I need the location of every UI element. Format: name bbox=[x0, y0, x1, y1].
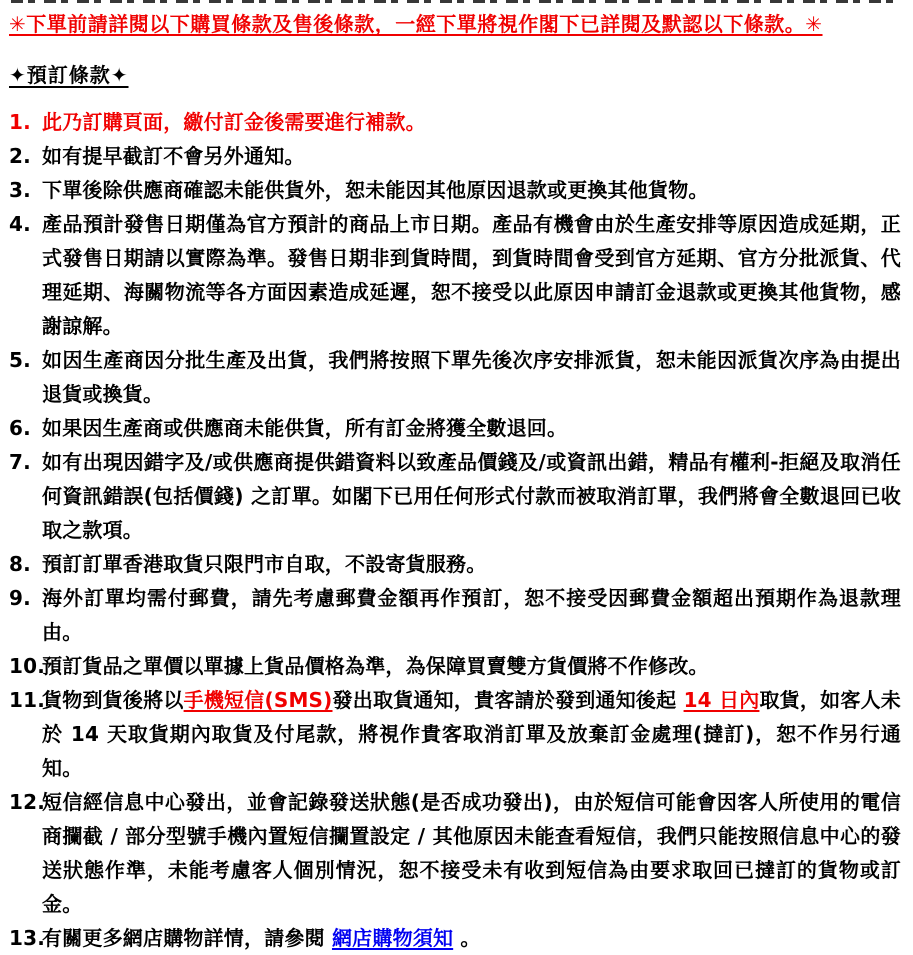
term-text: 預訂訂單香港取貨只限門市自取，不設寄貨服務。 bbox=[42, 552, 487, 576]
term-item-2 bbox=[9, 139, 901, 173]
purchase-notice-header bbox=[9, 3, 901, 39]
term-text: 如因生產商因分批生產及出貨，我們將按照下單先後次序安排派貨，恕未能因派貨次序為由提出退貨或換貨。 bbox=[42, 348, 901, 406]
section-title-row bbox=[9, 60, 901, 90]
section-title: ✦預訂條款✦ bbox=[9, 63, 129, 87]
term-text: 發出取貨通知，貴客請於發到通知後起 bbox=[332, 688, 684, 712]
term-text: 短信經信息中心發出，並會記錄發送狀態(是否成功發出)，由於短信可能會因客人所使用的電信商攔截 / 部分型號手機內置短信攔置設定 / 其他原因未能查看短信，我們只能按照信息中心的發送狀態作準，未能考慮客人個別情況，恕不接受未有收到短信為由要求取回已撻訂的貨物或訂金。 bbox=[42, 790, 901, 916]
term-text: 如有提早截訂不會另外通知。 bbox=[42, 144, 305, 168]
term-item-7 bbox=[9, 445, 901, 547]
term-text: 此乃訂購頁面，繳付訂金後需要進行補款。 bbox=[42, 110, 426, 134]
term-number: 3. bbox=[9, 178, 31, 202]
term-text: 產品預計發售日期僅為官方預計的商品上市日期。產品有機會由於生產安排等原因造成延期，正式發售日期請以實際為準。發售日期非到貨時間，到貨時間會受到官方延期、官方分批派貨、代理延期、海關物流等各方面因素造成延遲，恕不接受以此原因申請訂金退款或更換其他貨物，感謝諒解。 bbox=[42, 212, 901, 338]
term-item-10 bbox=[9, 649, 901, 683]
sms-notice-emphasis: 手機短信(SMS) bbox=[183, 688, 333, 712]
term-text: 貨物到貨後將以 bbox=[42, 688, 184, 712]
term-item-8 bbox=[9, 547, 901, 581]
term-text: 下單後除供應商確認未能供貨外，恕未能因其他原因退款或更換其他貨物。 bbox=[42, 178, 709, 202]
term-item-13 bbox=[9, 921, 901, 955]
term-number: 8. bbox=[9, 552, 31, 576]
term-item-1 bbox=[9, 105, 901, 139]
term-number: 5. bbox=[9, 348, 31, 372]
term-number: 6. bbox=[9, 416, 31, 440]
term-item-9 bbox=[9, 581, 901, 649]
term-text: 預訂貨品之單價以單據上貨品價格為準，為保障買賣雙方貨價將不作修改。 bbox=[42, 654, 709, 678]
term-item-6 bbox=[9, 411, 901, 445]
purchase-notice-text: ✳下單前請詳閱以下購買條款及售後條款，一經下單將視作閣下已詳閱及默認以下條款。✳ bbox=[9, 12, 823, 36]
term-text: 。 bbox=[453, 926, 481, 950]
term-item-5 bbox=[9, 343, 901, 411]
term-number: 9. bbox=[9, 586, 31, 610]
term-number: 2. bbox=[9, 144, 31, 168]
term-number: 7. bbox=[9, 450, 31, 474]
term-item-12 bbox=[9, 785, 901, 921]
term-text: 有關更多網店購物詳情，請參閱 bbox=[42, 926, 332, 950]
term-text: 海外訂單均需付郵費，請先考慮郵費金額再作預訂，恕不接受因郵費金額超出預期作為退款理由。 bbox=[42, 586, 901, 644]
term-number: 12. bbox=[9, 790, 46, 814]
term-number: 4. bbox=[9, 212, 31, 236]
term-number: 10. bbox=[9, 654, 46, 678]
term-number: 13. bbox=[9, 926, 46, 950]
term-number: 11. bbox=[9, 688, 46, 712]
pickup-deadline-emphasis: 14 日內 bbox=[683, 688, 760, 712]
term-item-11 bbox=[9, 683, 901, 785]
term-number: 1. bbox=[9, 110, 31, 134]
term-text: 如有出現因錯字及/或供應商提供錯資料以致產品價錢及/或資訊出錯，精品有權利-拒絕及取消任何資訊錯誤(包括價錢) 之訂單。如閣下已用任何形式付款而被取消訂單，我們將會全數退回已收取之款項。 bbox=[42, 450, 901, 542]
cutoff-text-artifact bbox=[11, 0, 897, 3]
terms-list bbox=[9, 105, 901, 955]
term-text: 取貨，如客人未於 14 天取貨期內取貨及付尾款，將視作貴客取消訂單及放棄訂金處理(撻訂)，恕不作另行通知。 bbox=[42, 688, 901, 780]
term-text: 如果因生產商或供應商未能供貨，所有訂金將獲全數退回。 bbox=[42, 416, 568, 440]
term-item-3 bbox=[9, 173, 901, 207]
shop-guide-link[interactable]: 網店購物須知 bbox=[331, 926, 454, 950]
term-item-4 bbox=[9, 207, 901, 343]
